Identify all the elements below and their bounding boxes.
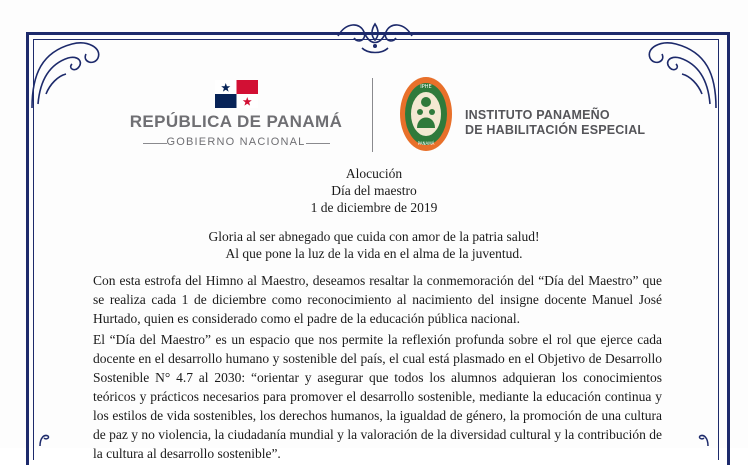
verse-line-2: Al que pone la luz de la vida en el alma de la juventud. xyxy=(225,246,523,261)
iphe-seal-icon xyxy=(399,76,453,152)
top-left-corner-ornament-icon xyxy=(28,34,108,110)
header-divider xyxy=(372,78,373,152)
top-right-corner-ornament-icon xyxy=(640,34,720,110)
body-paragraph-1: Con esta estrofa del Himno al Maestro, deseamos resaltar la conmemoración del “Día del Maestro” que se realiza cada 1 de diciembre como reconocimiento al nacimiento del insigne docente Manuel José Hurtado, quien es considerado como el padre de la educación pública nacional. xyxy=(93,273,662,326)
body-paragraph-2: El “Día del Maestro” es un espacio que nos permite la reflexión profunda sobre el rol que ejerce cada docente en el desarrollo humano y sostenible del país, el cual está plasmado en el Objetivo de Desarrollo Sostenible N° 4.7 al 2030: “orientar y asegurar que todos los alumnos adquieran los conocimientos teóricos y prácticos necesarios para promover el desarrollo sostenible, mediante la educación continua y los estilos de vida sostenibles, los derechos humanos, la igualdad de género, la promoción de una cultura de paz y no violencia, la ciudadanía mundial y la valoración de la diversidad cultural y la contribución de la cultura al desarrollo sostenible”. xyxy=(93,332,662,461)
seal-bottom-text: PANAMÁ xyxy=(417,141,435,146)
panama-flag-icon xyxy=(215,80,258,108)
verse-line-1: Gloria al ser abnegado que cuida con amor de la patria salud! xyxy=(208,229,540,244)
document-title: Alocución xyxy=(345,166,403,181)
institution-name-line2: DE HABILITACIÓN ESPECIAL xyxy=(465,123,646,137)
document-date: 1 de diciembre de 2019 xyxy=(310,200,438,215)
seal-top-text: IPHE xyxy=(420,84,432,90)
subtitle-rule-right xyxy=(306,143,330,144)
top-scroll-ornament-icon xyxy=(334,16,416,56)
government-title: REPÚBLICA DE PANAMÁ xyxy=(129,112,343,131)
institution-name-line1: INSTITUTO PANAMEÑO xyxy=(465,108,610,122)
bottom-right-ornament-icon xyxy=(696,428,712,448)
government-subtitle: GOBIERNO NACIONAL xyxy=(166,136,306,148)
bottom-left-ornament-icon xyxy=(36,428,52,448)
document-occasion: Día del maestro xyxy=(331,183,417,198)
institution-name xyxy=(465,108,645,138)
